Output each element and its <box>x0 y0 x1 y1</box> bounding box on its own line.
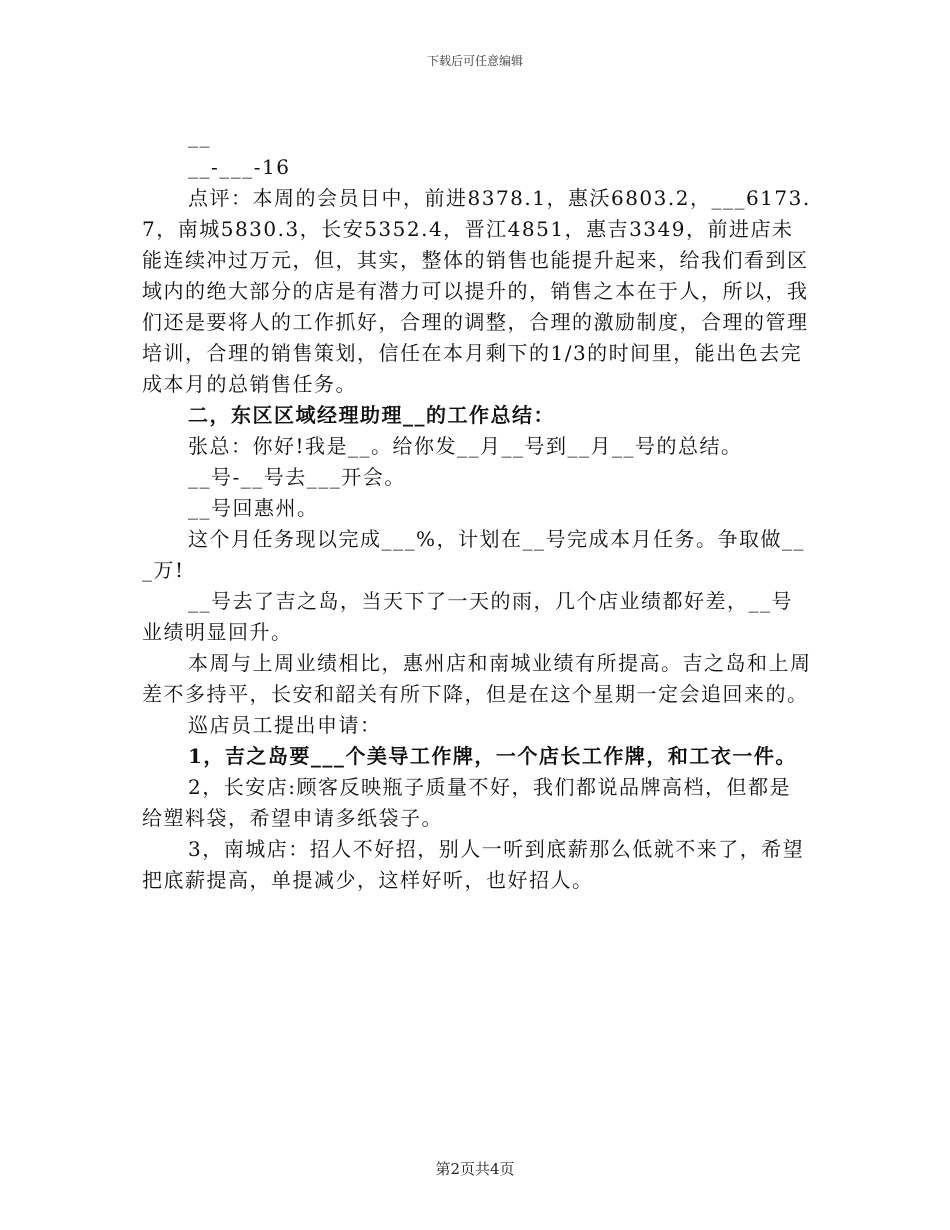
list-item-request-2: 2，长安店:顾客反映瓶子质量不好，我们都说品牌高档，但都是给塑料袋，希望申请多纸袋子。 <box>142 775 791 830</box>
paragraph-greeting: 张总：你好!我是__。给你发__月__号到__月__号的总结。 <box>188 434 743 458</box>
paragraph-return: __号回惠州。 <box>188 496 319 520</box>
paragraph-weekly-comparison: 本周与上周业绩相比，惠州店和南城业绩有所提高。吉之岛和上周差不多持平，长安和韶关有所下降，但是在这个星期一定会追回来的。 <box>142 651 812 706</box>
paragraph-store-visit: __号去了吉之岛，当天下了一天的雨，几个店业绩都好差，__号业绩明显回升。 <box>142 589 793 644</box>
list-item-request-1: 1，吉之岛要___个美导工作牌，一个店长工作牌，和工衣一件。 <box>188 744 797 768</box>
page-number: 第2页共4页 <box>435 1160 515 1178</box>
section-heading: 二，东区区域经理助理__的工作总结： <box>188 403 555 427</box>
paragraph-meeting: __号-__号去___开会。 <box>188 465 406 489</box>
list-item-request-3: 3，南城店：招人不好招，别人一听到底薪那么低就不来了，希望把底薪提高，单提减少，这样好听，也好招人。 <box>142 837 805 892</box>
paragraph-date: __-___-16 <box>188 155 291 179</box>
paragraph-task-progress: 这个月任务现以完成___%，计划在__号完成本月任务。争取做___万! <box>142 527 806 582</box>
paragraph-review: 点评：本周的会员日中，前进8378.1，惠沃6803.2，___6173.7，南城5830.3，长安5352.4，晋江4851，惠吉3349，前进店未能连续冲过万元，但，其实，整体的销售也能提升起来，给我们看到区域内的绝大部分的店是有潜力可以提升的，销售之本在于人，所以，我们还是要将人的工作抓好，合理的调整，合理的激励制度，合理的管理培训，合理的销售策划，信任在本月剩下的1/3的时间里，能出色去完成本月的总销售任务。 <box>142 186 811 396</box>
document-body <box>142 121 812 896</box>
paragraph-requests-intro: 巡店员工提出申请： <box>188 713 382 737</box>
page-header: 下载后可任意编辑 <box>426 54 523 68</box>
paragraph-underline: __ <box>188 124 211 148</box>
